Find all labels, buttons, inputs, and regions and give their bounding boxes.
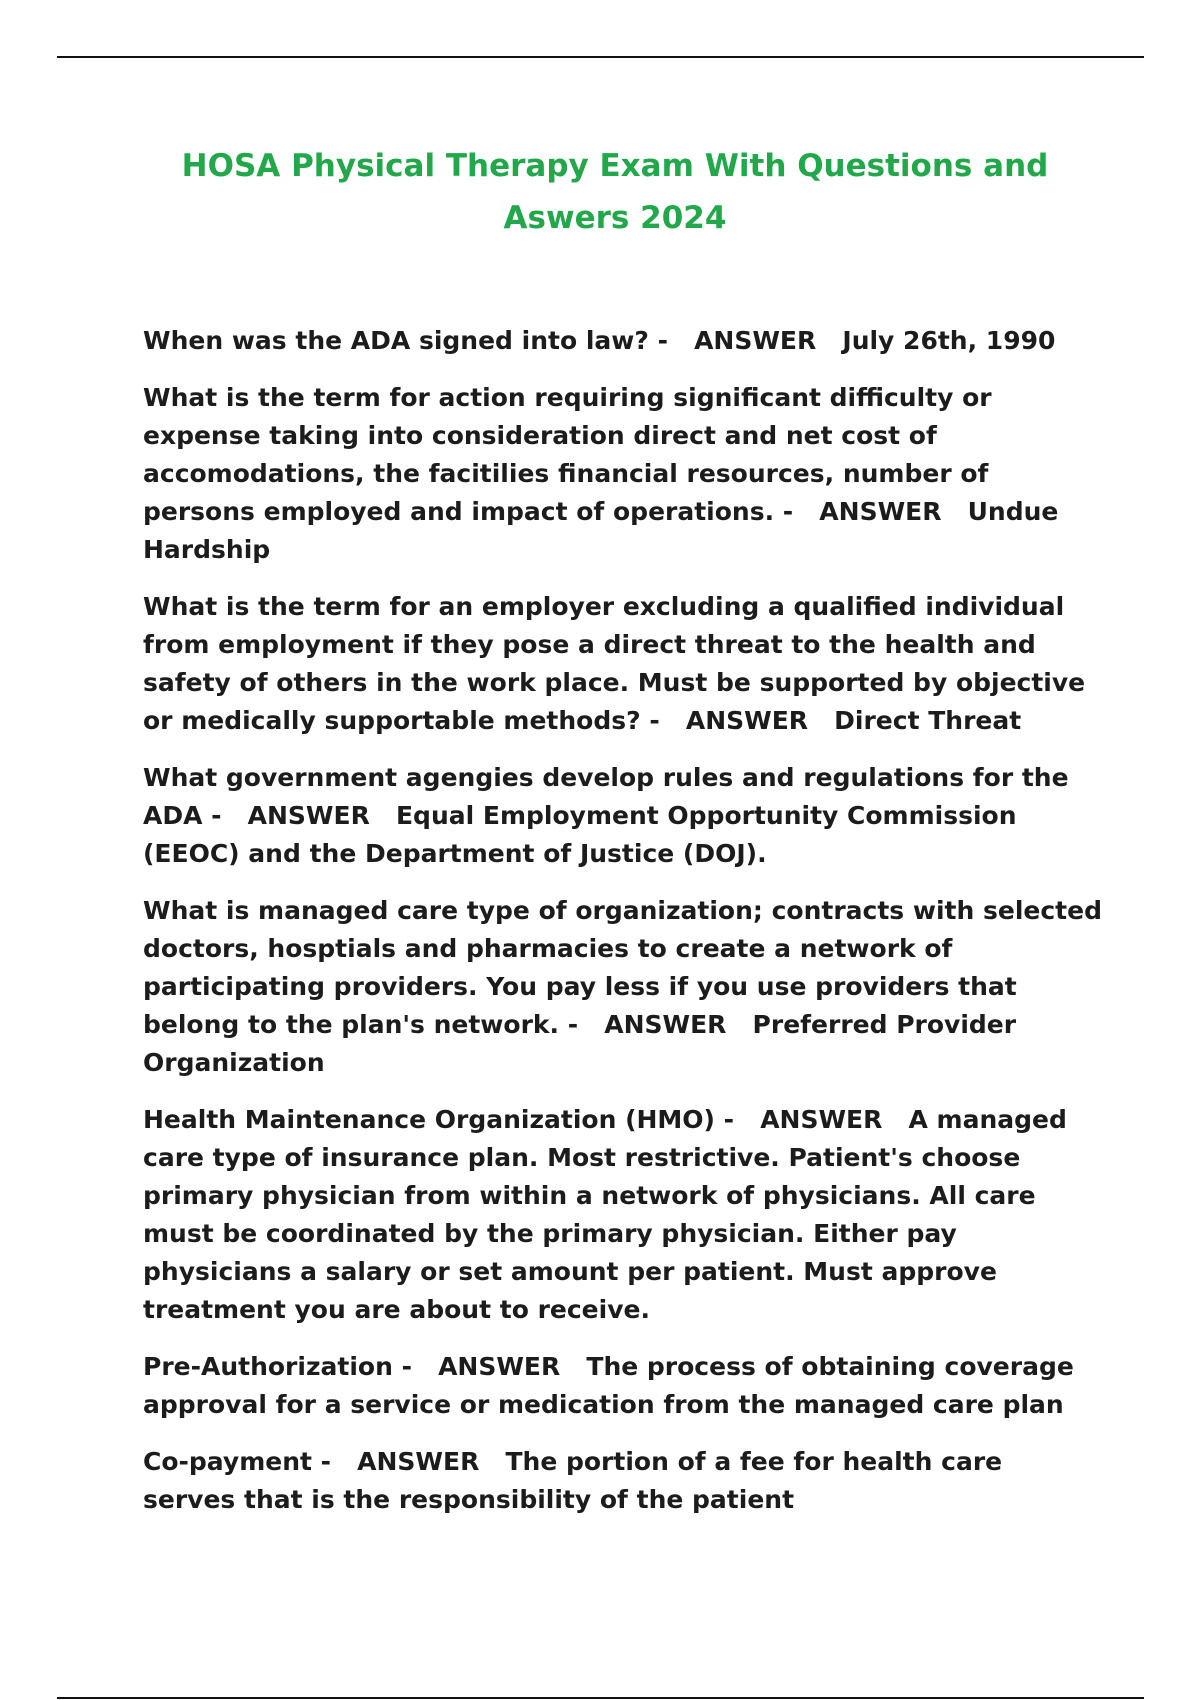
qa-item: [143, 892, 1103, 1082]
qa-item: [143, 759, 1103, 873]
answer-label: ANSWER: [694, 326, 817, 355]
answer-label: ANSWER: [819, 497, 942, 526]
answer-label: ANSWER: [438, 1352, 561, 1381]
answer-text: A managed care type of insurance plan. Most restrictive. Patient's choose primary physician from within a network of physicians. All care must be coordinated by the primary physician. Either pay physicians a salary or set amount per patient. Must approve treatment you are about to receive.: [143, 1105, 1067, 1324]
answer-label: ANSWER: [357, 1447, 480, 1476]
answer-label: ANSWER: [604, 1010, 727, 1039]
qa-item: [143, 1348, 1103, 1424]
qa-item: [143, 379, 1103, 569]
answer-text: Equal Employment Opportunity Commission (EEOC) and the Department of Justice (DOJ).: [143, 801, 1017, 868]
qa-item: [143, 588, 1103, 740]
answer-label: ANSWER: [685, 706, 809, 735]
qa-list: [143, 322, 1103, 1538]
bottom-divider: [57, 1697, 1144, 1699]
top-divider: [57, 56, 1144, 58]
answer-text: The portion of a fee for health care serves that is the responsibility of the patient: [143, 1447, 1003, 1514]
question-text: What is the term for an employer excluding a qualified individual from employment if they pose a direct threat to the health and safety of others in the work place. Must be supported by objective or medically supportable methods? -: [143, 592, 1086, 735]
answer-text: The process of obtaining coverage approval for a service or medication from the managed care plan: [143, 1352, 1074, 1419]
answer-text: Preferred Provider Organization: [143, 1010, 1017, 1077]
answer-label: ANSWER: [247, 801, 370, 830]
question-text: What is managed care type of organization; contracts with selected doctors, hosptials and pharmacies to create a network of participating providers. You pay less if you use providers that belong to the plan's network. -: [143, 896, 1102, 1039]
question-text: What government agengies develop rules and regulations for the ADA -: [143, 763, 1069, 830]
answer-text: Direct Threat: [834, 706, 1022, 735]
qa-item: [143, 1443, 1103, 1519]
answer-text: Undue Hardship: [143, 497, 1059, 564]
question-text: Pre-Authorization -: [143, 1352, 412, 1381]
qa-item: [143, 1101, 1103, 1329]
qa-item: [143, 322, 1103, 360]
answer-text: July 26th, 1990: [842, 326, 1056, 355]
question-text: What is the term for action requiring significant difficulty or expense taking into consideration direct and net cost of accomodations, the facitilies financial resources, number of persons employed and impact of operations. -: [143, 383, 992, 526]
document-title: HOSA Physical Therapy Exam With Questions and Aswers 2024: [181, 148, 1049, 236]
answer-label: ANSWER: [760, 1105, 883, 1134]
question-text: When was the ADA signed into law? -: [143, 326, 668, 355]
question-text: Health Maintenance Organization (HMO) -: [143, 1105, 735, 1134]
question-text: Co-payment -: [143, 1447, 332, 1476]
